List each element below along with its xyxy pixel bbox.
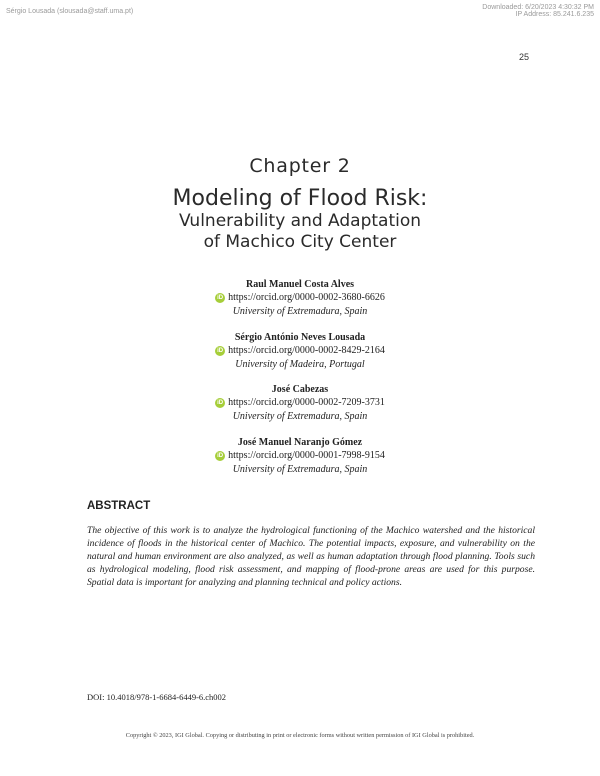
orcid-line <box>0 344 600 358</box>
orcid-icon: iD <box>217 348 224 354</box>
copyright-notice: Copyright © 2023, IGI Global. Copying or distributing in print or electronic forms without written permission of IGI Global is prohibited. <box>125 732 475 739</box>
page-number: 25 <box>518 52 529 62</box>
orcid-link[interactable]: https://orcid.org/0000-0002-3680-6626 <box>228 292 385 303</box>
doi: DOI: 10.4018/978-1-6684-6449-6.ch002 <box>87 692 227 702</box>
author-block <box>0 383 600 424</box>
abstract-heading: ABSTRACT <box>87 500 151 512</box>
download-info-header <box>482 4 594 18</box>
author-name: Raul Manuel Costa Alves <box>245 279 355 290</box>
author-name: Sérgio António Neves Lousada <box>234 332 366 343</box>
author-affiliation: University of Madeira, Portugal <box>235 359 365 370</box>
orcid-icon: iD <box>217 295 224 301</box>
author-affiliation: University of Extremadura, Spain <box>232 464 368 475</box>
author-block <box>0 278 600 319</box>
orcid-link[interactable]: https://orcid.org/0000-0002-7209-3731 <box>228 397 385 408</box>
orcid-line <box>0 449 600 463</box>
author-affiliation: University of Extremadura, Spain <box>232 306 368 317</box>
orcid-line <box>0 291 600 305</box>
orcid-line <box>0 396 600 410</box>
author-block <box>0 331 600 372</box>
chapter-label: Chapter 2 <box>249 155 351 177</box>
orcid-link[interactable]: https://orcid.org/0000-0001-7998-9154 <box>228 450 385 461</box>
orcid-icon: iD <box>217 453 224 459</box>
ip-address: IP Address: 85.241.6.235 <box>515 11 594 18</box>
download-timestamp: Downloaded: 6/20/2023 4:30:32 PM <box>482 4 594 11</box>
author-name: José Manuel Naranjo Gómez <box>237 437 363 448</box>
author-affiliation: University of Extremadura, Spain <box>232 411 368 422</box>
author-block <box>0 436 600 477</box>
chapter-title: Modeling of Flood Risk: <box>172 186 428 211</box>
chapter-subtitle-line1: Vulnerability and Adaptation <box>178 211 422 231</box>
orcid-link[interactable]: https://orcid.org/0000-0002-8429-2164 <box>228 345 385 356</box>
chapter-subtitle-line2: of Machico City Center <box>203 232 397 252</box>
author-name: José Cabezas <box>271 384 329 395</box>
orcid-icon: iD <box>217 400 224 406</box>
abstract-text: The objective of this work is to analyze the hydrological functioning of the Machico watershed and the historical incidence of floods in the historical center of Machico. The potential impacts, exposure, and vulnerability on the natural and human environment are also analyzed, as well as human adaptation through flood planning. Tools such as hydrological modeling, flood risk assessment, and mapping of flood-prone areas are used for this purpose. Spatial data is important for analyzing and planning technical and policy actions. <box>87 525 535 588</box>
download-user-header: Sérgio Lousada (slousada@staff.uma.pt) <box>6 8 134 15</box>
